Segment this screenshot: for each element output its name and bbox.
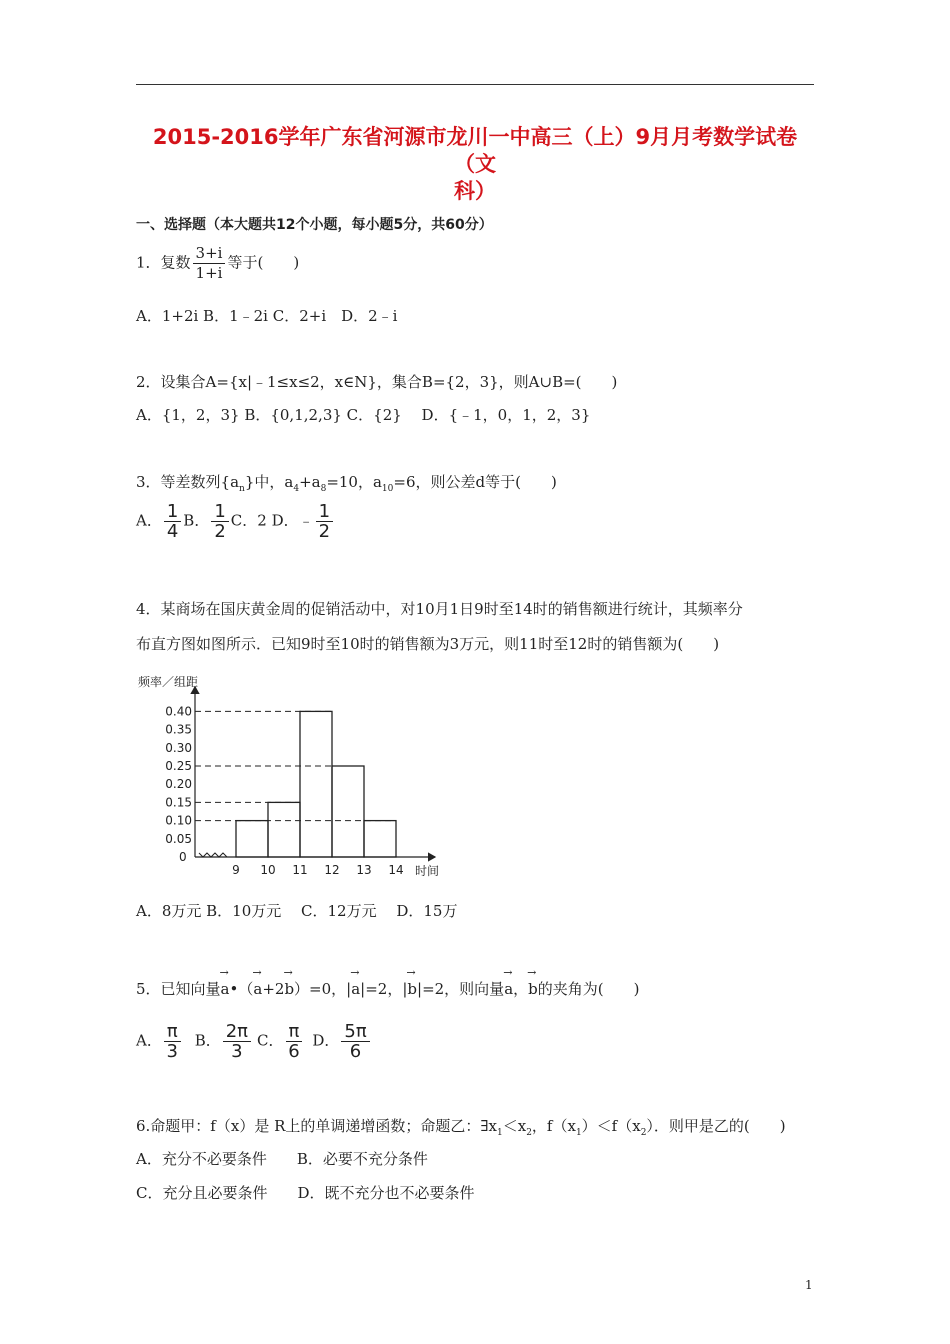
question-2: 2．设集合A={x|﹣1≤x≤2，x∈N}，集合B={2，3}，则A∪B=( ): [136, 373, 618, 391]
frac-den: 6: [349, 1041, 362, 1062]
q1-options: A．1+2i B．1﹣2i C．2+i D．2﹣i: [136, 307, 398, 325]
page-title: [136, 124, 814, 205]
q3-sub: 10: [381, 484, 394, 494]
q3-fraction-b: [211, 502, 228, 541]
q5-text: 5．已知向量: [136, 980, 221, 998]
q5-text: |=2，则向量: [417, 980, 505, 998]
q5-fraction-b: [223, 1022, 251, 1061]
vector-a: → a: [351, 970, 360, 998]
y-tick-label: 0.15: [165, 795, 192, 810]
frac-den: 3: [166, 1041, 178, 1062]
x-tick-label: 9: [232, 863, 240, 877]
q1-denominator: 1+i: [195, 264, 223, 282]
q3-fraction-d: [316, 502, 333, 541]
histogram-bar: [268, 802, 300, 857]
y-tick-label: 0.30: [165, 740, 192, 755]
q1-prefix: 1．复数: [136, 253, 191, 272]
histogram-bar: [236, 821, 268, 857]
y-tick-label: 0.05: [165, 831, 192, 846]
q6-text: ）＜f（x: [581, 1117, 641, 1135]
header-rule: [136, 84, 814, 85]
q6-text: ＜x: [502, 1117, 527, 1135]
frac-den: 2: [214, 521, 226, 542]
section-heading: 一、选择题（本大题共12个小题，每小题5分，共60分）: [136, 217, 493, 233]
q1-numerator: 3+i: [193, 244, 226, 264]
frac-den: 2: [318, 521, 331, 542]
q5-option-label: D．: [312, 1031, 340, 1050]
q3-option-label: B．: [183, 511, 210, 530]
q5-options: [136, 1022, 372, 1061]
frac-num: 1: [316, 502, 333, 522]
q6-sub: 1: [496, 1128, 503, 1138]
q5-text: •（: [229, 980, 254, 998]
q5-text: 的夹角为( ): [537, 980, 640, 998]
q3-text: 3．等差数列{a: [136, 473, 240, 491]
histogram-bar: [300, 711, 332, 857]
vector-b: → b: [407, 970, 417, 998]
question-4-line-1: 4．某商场在国庆黄金周的促销活动中，对10月1日9时至14时的销售额进行统计，其频率分: [136, 600, 743, 618]
x-tick-label: 10: [260, 863, 276, 877]
frac-num: π: [286, 1022, 303, 1042]
frac-den: 3: [231, 1041, 243, 1062]
q6-sub: 2: [526, 1128, 532, 1138]
q6-sub: 1: [575, 1128, 582, 1138]
vector-b: → b: [284, 970, 294, 998]
histogram-bar: [364, 821, 396, 857]
q5-text: ）=0，|: [294, 980, 352, 998]
vector-a: → a: [504, 970, 513, 998]
q6-text: ，f（x: [531, 1117, 576, 1135]
q5-option-label: C．: [257, 1031, 284, 1050]
frac-num: π: [164, 1022, 181, 1042]
x-axis-label: 时间: [415, 864, 440, 878]
vector-b: → b: [528, 970, 538, 998]
title-line-1: 2015-2016学年广东省河源市龙川一中高三（上）9月月考数学试卷（文: [152, 125, 798, 176]
y-tick-label: 0.10: [165, 813, 192, 828]
q5-text: ，: [513, 980, 529, 998]
q3-text: +a: [299, 473, 321, 491]
origin-label: 0: [179, 850, 187, 864]
q5-text: +2: [262, 980, 285, 998]
y-tick-label: 0.25: [165, 759, 192, 773]
histogram-bar: [332, 766, 364, 857]
q3-option-label: C．2 D．﹣: [230, 511, 314, 530]
frac-num: 1: [164, 502, 181, 522]
title-line-2: 科）: [454, 179, 496, 203]
frac-den: 6: [288, 1041, 300, 1062]
question-5: [136, 970, 639, 999]
x-tick-label: 11: [292, 863, 308, 877]
q6-options-line-1: A．充分不必要条件 B．必要不充分条件: [136, 1150, 428, 1168]
frac-num: 5π: [341, 1022, 369, 1042]
q5-option-label: A．: [136, 1031, 162, 1050]
q3-text: =10，a: [326, 473, 382, 491]
q1-fraction: [193, 244, 226, 283]
vector-a: → a: [221, 970, 230, 998]
y-tick-label: 0.35: [165, 722, 192, 737]
q2-options: A．{1，2，3} B．{0,1,2,3} C．{2} D．{﹣1，0，1，2，3}: [136, 406, 591, 424]
x-tick-label: 13: [356, 863, 372, 877]
q5-fraction-d: [341, 1022, 369, 1061]
frac-num: 1: [211, 502, 228, 522]
q6-options-line-2: C．充分且必要条件 D．既不充分也不必要条件: [136, 1184, 475, 1202]
q3-text: }中，a: [244, 473, 294, 491]
q5-text: |=2，|: [360, 980, 408, 998]
q3-sub: n: [239, 484, 245, 494]
q3-option-label: A．: [136, 511, 162, 530]
q3-fraction-a: [164, 502, 181, 541]
q3-text: =6，则公差d等于( ): [393, 473, 557, 491]
q5-fraction-c: [286, 1022, 303, 1061]
frac-num: 2π: [223, 1022, 251, 1042]
q5-option-label: B．: [194, 1031, 221, 1050]
x-tick-label: 12: [324, 863, 340, 877]
q4-options: A．8万元 B．10万元 C．12万元 D．15万: [136, 902, 458, 920]
question-1: [136, 244, 299, 283]
q6-text: ）．则甲是乙的( ): [646, 1117, 786, 1135]
page-number: 1: [805, 1278, 813, 1292]
q1-suffix: 等于( ): [227, 253, 300, 272]
q3-sub: 4: [293, 484, 300, 494]
histogram-chart: [133, 670, 453, 885]
q3-options: [136, 502, 335, 541]
q6-text: 6.命题甲：f（x）是 R上的单调递增函数；命题乙：∃x: [136, 1117, 497, 1135]
y-tick-label: 0.20: [165, 777, 192, 792]
y-tick-label: 0.40: [165, 704, 192, 719]
y-axis-label: 频率／组距: [138, 675, 199, 689]
q3-sub: 8: [320, 484, 327, 494]
question-6: [136, 1115, 786, 1138]
x-tick-label: 14: [388, 863, 404, 877]
question-3: [136, 471, 557, 494]
frac-den: 4: [166, 521, 179, 542]
vector-a: → a: [253, 970, 262, 998]
q5-fraction-a: [164, 1022, 181, 1061]
q6-sub: 2: [640, 1128, 647, 1138]
question-4-line-2: 布直方图如图所示．已知9时至10时的销售额为3万元，则11时至12时的销售额为( ): [136, 635, 720, 653]
